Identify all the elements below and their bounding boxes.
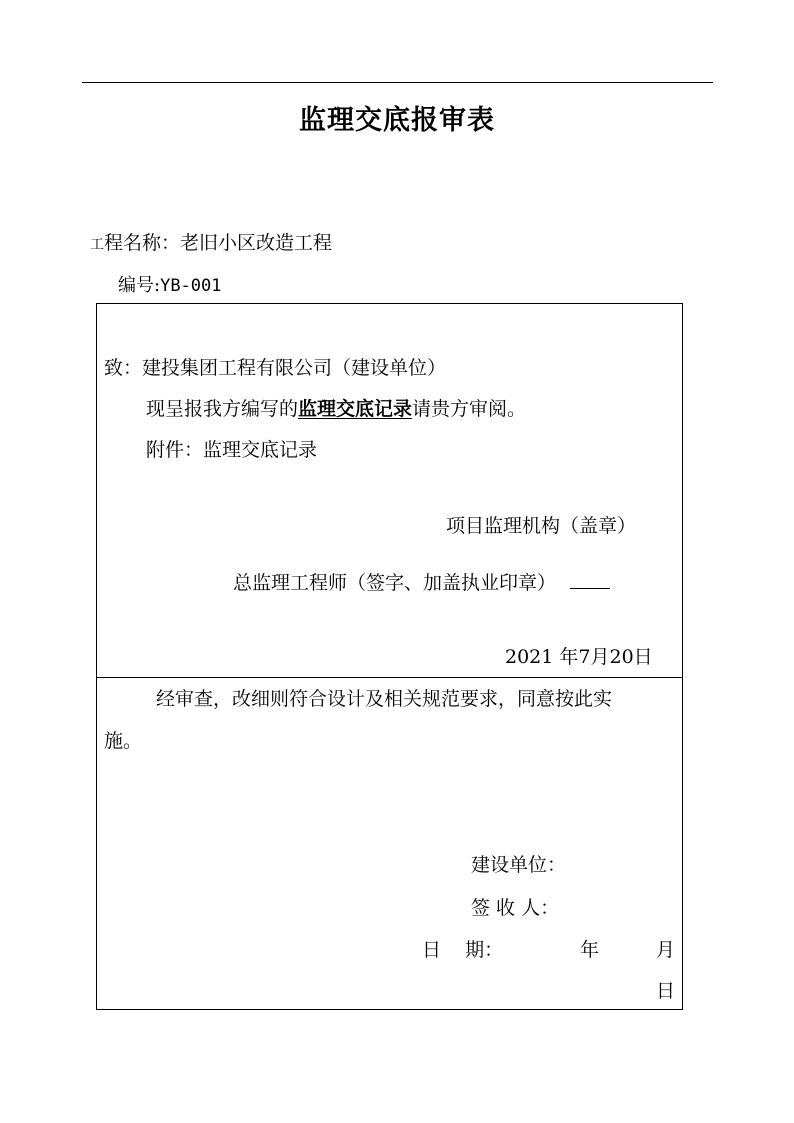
document-number-value: YB-001 [160, 276, 222, 296]
attachment-label: 附件： [146, 439, 204, 461]
review-month-label: 月 [656, 939, 676, 961]
submission-statement [146, 398, 526, 421]
project-name-value: 老旧小区改造工程 [180, 232, 333, 254]
submitted-document-name: 监理交底记录 [298, 398, 413, 420]
addressee-value: 建投集团工程有限公司（建设单位） [142, 357, 447, 379]
submission-date: 2021 年7月20日 [505, 646, 653, 668]
attachment-row [146, 439, 317, 462]
document-number-label: 编号: [118, 275, 161, 296]
supervision-org-stamp: 项目监理机构（盖章） [446, 515, 637, 537]
project-name-row [90, 228, 332, 255]
review-opinion-line-1: 经审查，改细则符合设计及相关规范要求，同意按此实 [156, 688, 613, 710]
review-day-label: 日 [656, 980, 676, 1002]
submission-statement-prefix: 现呈报我方编写的 [146, 398, 299, 420]
project-name-label: 程名称： [104, 232, 181, 254]
review-opinion-line-2: 施。 [104, 730, 143, 752]
project-name-label-first: 工 [90, 237, 104, 253]
chief-engineer-signature-label: 总监理工程师（签字、加盖执业印章） [233, 572, 557, 594]
page-title: 监理交底报审表 [299, 105, 495, 136]
signature-blank [570, 574, 610, 589]
construction-unit-label: 建设单位： [471, 854, 567, 876]
review-year-label: 年 [580, 939, 600, 961]
document-number-row [118, 271, 222, 297]
attachment-value: 监理交底记录 [203, 439, 318, 461]
top-rule [82, 82, 713, 83]
review-date-label: 日 期： [422, 939, 504, 961]
form-section-divider [96, 677, 683, 678]
addressee-label: 致： [104, 357, 143, 379]
addressee-row [104, 357, 446, 380]
chief-engineer-signature-row [233, 572, 610, 595]
receiver-label: 签 收 人： [471, 897, 560, 919]
submission-statement-suffix: 请贵方审阅。 [412, 398, 527, 420]
